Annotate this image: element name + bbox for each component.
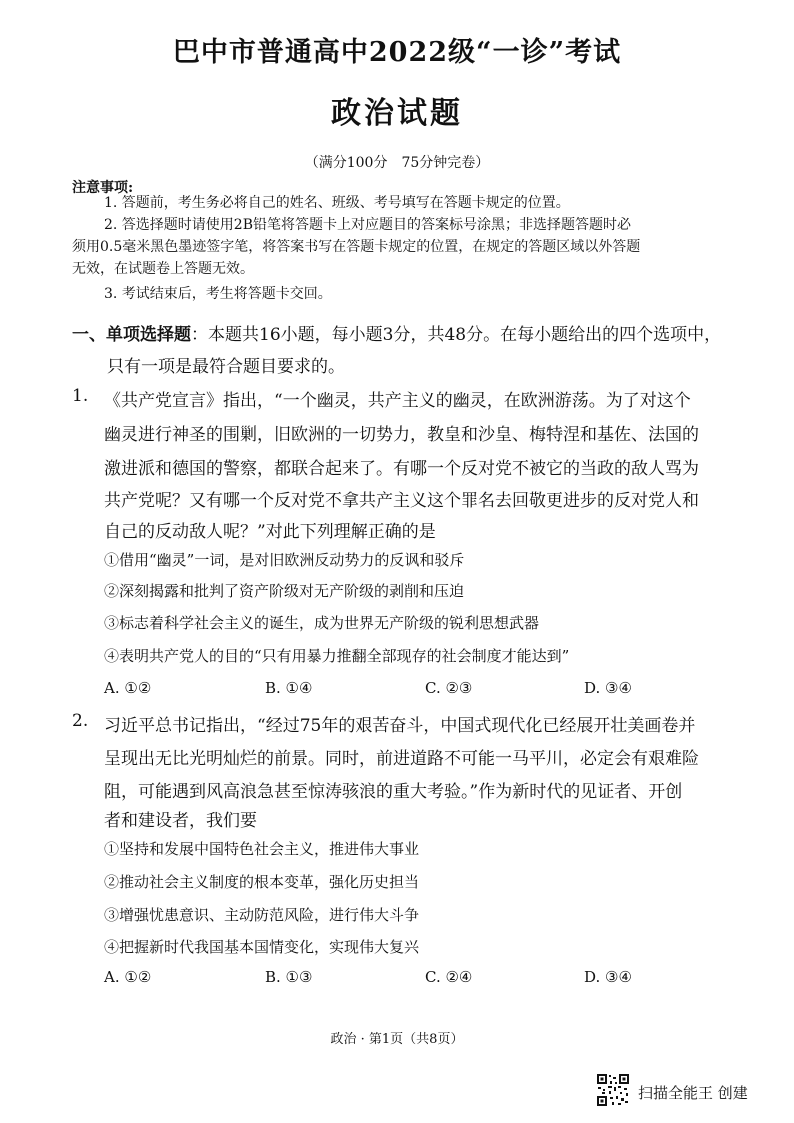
statement-option: ①坚持和发展中国特色社会主义，推进伟大事业 <box>104 840 420 858</box>
statement-option: ②推动社会主义制度的根本变革，强化历史担当 <box>104 873 420 891</box>
statement-option: ④表明共产党人的目的“只有用暴力推翻全部现存的社会制度才能达到” <box>104 647 570 665</box>
section-desc-2: 只有一项是最符合题目要求的。 <box>107 357 345 377</box>
exam-info: （满分100分 75分钟完卷） <box>304 155 490 171</box>
exam-title: 巴中市普通高中2022级“一诊”考试 <box>172 37 622 68</box>
answer-choice-a: A. ①② <box>104 968 152 986</box>
question-stem-line: 自己的反动敌人呢？”对此下列理解正确的是 <box>104 522 436 542</box>
answer-choice-c: C. ②④ <box>425 968 473 986</box>
notice-line: 无效，在试题卷上答题无效。 <box>72 261 254 277</box>
question-stem-line: 《共产党宣言》指出，“一个幽灵，共产主义的幽灵，在欧洲游荡。为了对这个 <box>104 391 691 411</box>
scanner-watermark: 扫描全能王 创建 <box>638 1084 748 1102</box>
statement-option: ②深刻揭露和批判了资产阶级对无产阶级的剥削和压迫 <box>104 582 465 600</box>
notice-line: 3. 考试结束后，考生将答题卡交回。 <box>104 286 332 302</box>
question-stem-line: 幽灵进行神圣的围剿，旧欧洲的一切势力，教皇和沙皇、梅特涅和基佐、法国的 <box>104 425 699 445</box>
answer-choice-a: A. ①② <box>104 679 152 697</box>
section-desc: ：本题共16小题，每小题3分，共48分。在每小题给出的四个选项中， <box>191 325 722 345</box>
page-footer: 政治 · 第1页（共8页） <box>330 1032 464 1047</box>
statement-option: ④把握新时代我国基本国情变化，实现伟大复兴 <box>104 938 420 956</box>
subject-title: 政治试题 <box>331 96 463 131</box>
notice-line: 须用0.5毫米黑色墨迹签字笔，将答案书写在答题卡规定的位置，在规定的答题区域以外答题 <box>72 239 641 255</box>
section-label: 一、单项选择题 <box>72 325 191 345</box>
question-stem-line: 者和建设者，我们要 <box>104 811 257 831</box>
question-number: 1. <box>72 386 89 406</box>
statement-option: ①借用“幽灵”一词，是对旧欧洲反动势力的反讽和驳斥 <box>104 551 465 569</box>
question-number: 2. <box>72 711 89 731</box>
notice-line: 1. 答题前，考生务必将自己的姓名、班级、考号填写在答题卡规定的位置。 <box>104 195 570 211</box>
question-stem-line: 共产党呢？又有哪一个反对党不拿共产主义这个罪名去回敬更进步的反对党人和 <box>104 491 699 511</box>
answer-choice-d: D. ③④ <box>584 679 632 697</box>
answer-choice-d: D. ③④ <box>584 968 632 986</box>
section-header <box>72 320 721 345</box>
answer-choice-b: B. ①③ <box>265 968 313 986</box>
question-stem-line: 呈现出无比光明灿烂的前景。同时，前进道路不可能一马平川，必定会有艰难险 <box>104 749 699 769</box>
notice-heading: 注意事项: <box>72 180 134 196</box>
answer-choice-c: C. ②③ <box>425 679 473 697</box>
question-stem-line: 激进派和德国的警察，都联合起来了。有哪一个反对党不被它的当政的敌人骂为 <box>104 459 699 479</box>
question-stem-line: 习近平总书记指出，“经过75年的艰苦奋斗，中国式现代化已经展开壮美画卷并 <box>104 716 696 736</box>
question-stem-line: 阻，可能遇到风高浪急甚至惊涛骇浪的重大考验。”作为新时代的见证者、开创 <box>104 782 683 802</box>
statement-option: ③增强忧患意识、主动防范风险，进行伟大斗争 <box>104 906 420 924</box>
answer-choice-b: B. ①④ <box>265 679 313 697</box>
notice-line: 2. 答选择题时请使用2B铅笔将答题卡上对应题目的答案标号涂黑；非选择题答题时必 <box>104 217 632 233</box>
statement-option: ③标志着科学社会主义的诞生，成为世界无产阶级的锐利思想武器 <box>104 614 540 632</box>
qr-code-icon <box>596 1073 630 1107</box>
